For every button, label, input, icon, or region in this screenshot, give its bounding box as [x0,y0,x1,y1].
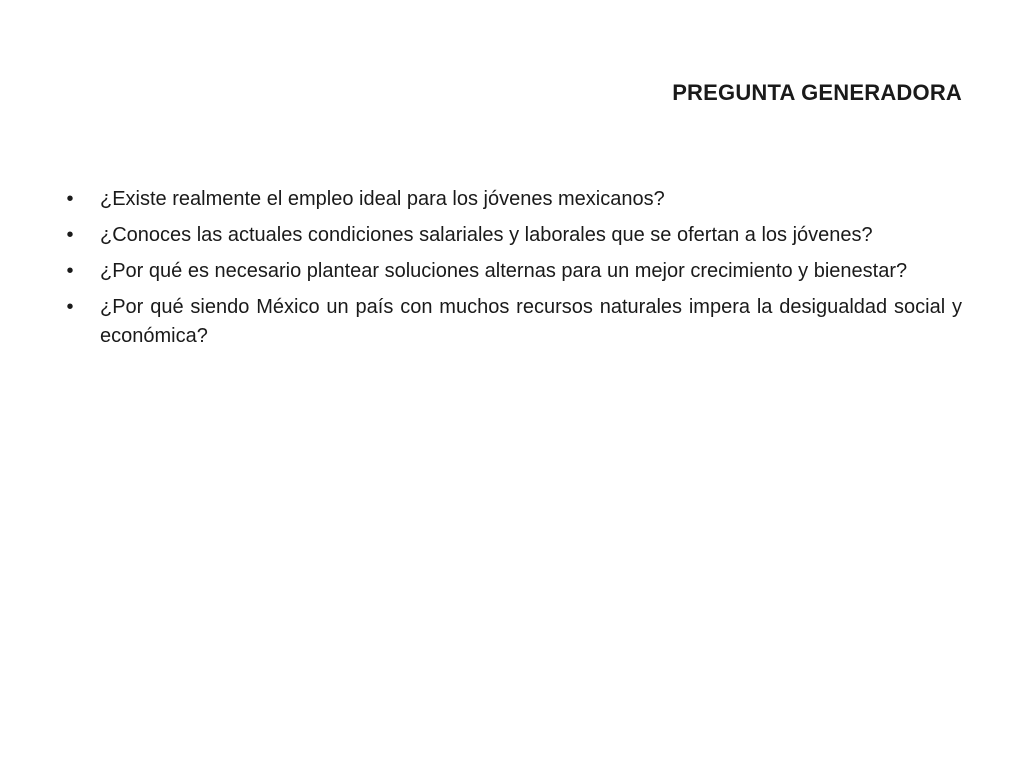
question-list [62,185,962,358]
question-text: ¿Por qué es necesario plantear soluciones alternas para un mejor crecimiento y bienestar? [100,260,908,282]
question-text: ¿Por qué siendo México un país con muchos recursos naturales impera la desigualdad social y económica? [100,296,962,347]
bullet-icon: • [66,260,74,282]
bullet-icon: • [66,224,74,246]
list-item [62,257,962,286]
question-text: ¿Conoces las actuales condiciones salariales y laborales que se ofertan a los jóvenes? [100,224,873,246]
question-text: ¿Existe realmente el empleo ideal para los jóvenes mexicanos? [100,188,665,210]
list-item [62,185,962,214]
bullet-icon: • [66,296,74,318]
bullet-icon: • [66,188,74,210]
slide-title: PREGUNTA GENERADORA [672,80,962,105]
list-item [62,293,962,351]
list-item [62,221,962,250]
